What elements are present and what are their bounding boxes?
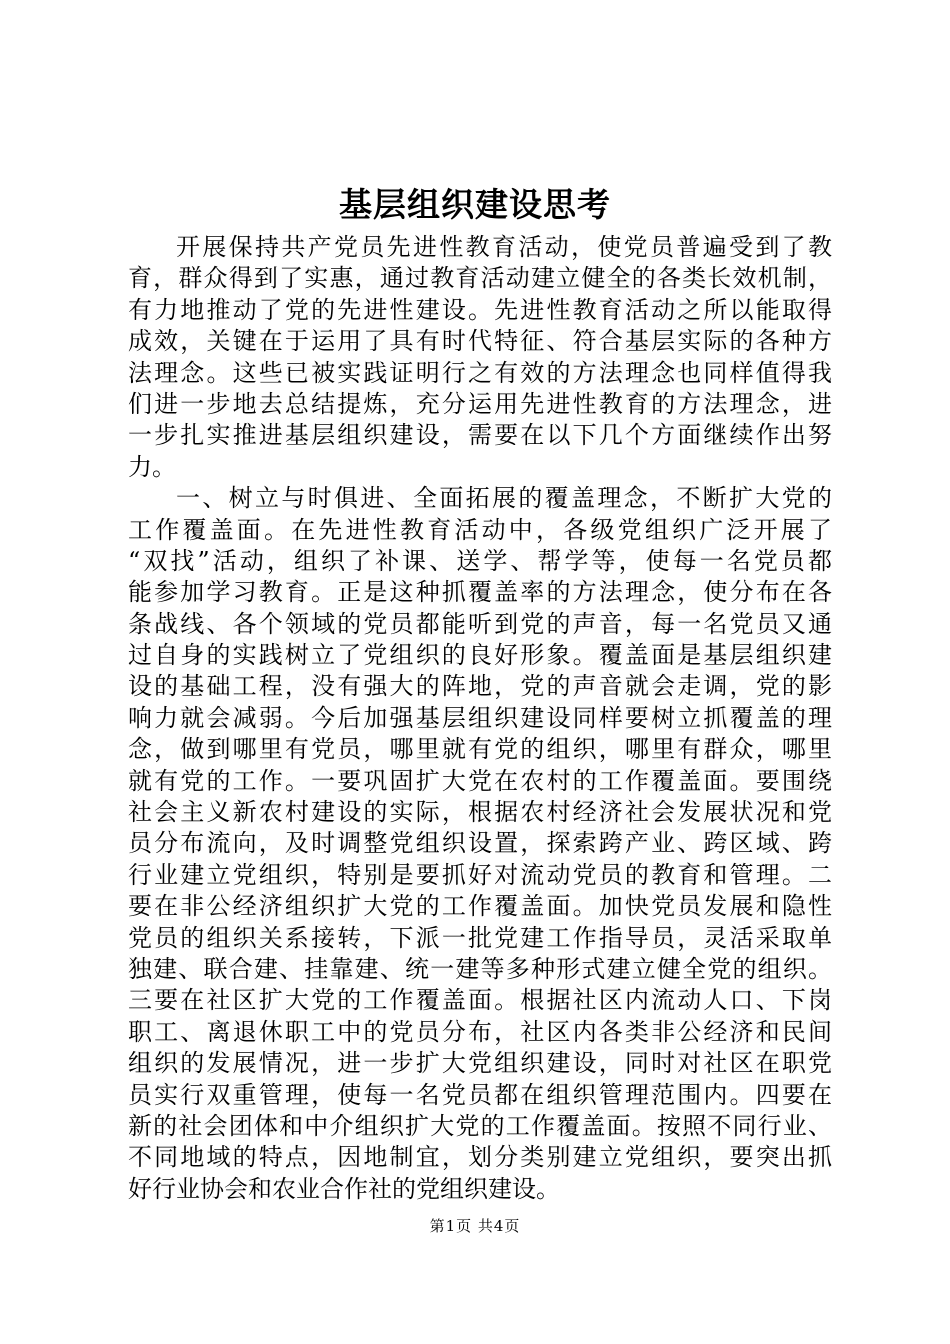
page-indicator: 第1页 共4页 — [429, 1217, 521, 1235]
paragraph-line: 们进一步地去总结提炼，充分运用先进性教育的方法理念，进 — [128, 389, 832, 418]
paragraph-line: 行业建立党组织，特别是要抓好对流动党员的教育和管理。二 — [128, 860, 832, 889]
paragraph-line: 好行业协会和农业合作社的党组织建设。 — [128, 1174, 560, 1203]
paragraph — [128, 232, 832, 483]
paragraph-line: 三要在社区扩大党的工作覆盖面。根据社区内流动人口、下岗 — [128, 986, 832, 1015]
paragraph-line: 条战线、各个领域的党员都能听到党的声音，每一名党员又通 — [128, 609, 832, 638]
paragraph-line: 不同地域的特点，因地制宜，划分类别建立党组织，要突出抓 — [128, 1143, 832, 1172]
paragraph-line: 组织的发展情况，进一步扩大党组织建设，同时对社区在职党 — [128, 1049, 832, 1078]
document-body — [128, 232, 832, 1205]
paragraph-line: “双找”活动，组织了补课、送学、帮学等，使每一名党员都 — [128, 546, 832, 575]
paragraph-line: 要在非公经济组织扩大党的工作覆盖面。加快党员发展和隐性 — [128, 892, 832, 921]
paragraph-line: 工作覆盖面。在先进性教育活动中，各级党组织广泛开展了 — [128, 515, 832, 544]
paragraph-line: 响力就会减弱。今后加强基层组织建设同样要树立抓覆盖的理 — [128, 703, 832, 732]
paragraph-line: 一步扎实推进基层组织建设，需要在以下几个方面继续作出努 — [128, 421, 832, 450]
paragraph-line: 就有党的工作。一要巩固扩大党在农村的工作覆盖面。要围绕 — [128, 766, 832, 795]
paragraph-line: 育，群众得到了实惠，通过教育活动建立健全的各类长效机制， — [128, 264, 832, 293]
paragraph-line: 法理念。这些已被实践证明行之有效的方法理念也同样值得我 — [128, 358, 832, 387]
paragraph-line: 社会主义新农村建设的实际，根据农村经济社会发展状况和党 — [128, 798, 832, 827]
paragraph-line: 新的社会团体和中介组织扩大党的工作覆盖面。按照不同行业、 — [128, 1111, 832, 1140]
paragraph-line: 一、树立与时俱进、全面拓展的覆盖理念，不断扩大党的 — [176, 484, 832, 513]
paragraph-line: 成效，关键在于运用了具有时代特征、符合基层实际的各种方 — [128, 327, 832, 356]
paragraph-line: 开展保持共产党员先进性教育活动，使党员普遍受到了教 — [176, 233, 832, 261]
paragraph-line: 力。 — [128, 452, 176, 481]
paragraph-line: 党员的组织关系接转，下派一批党建工作指导员，灵活采取单 — [128, 923, 832, 952]
paragraph-line: 独建、联合建、挂靠建、统一建等多种形式建立健全党的组织。 — [128, 954, 832, 983]
paragraph-line: 员实行双重管理，使每一名党员都在组织管理范围内。四要在 — [128, 1080, 832, 1109]
paragraph-line: 员分布流向，及时调整党组织设置，探索跨产业、跨区域、跨 — [128, 829, 832, 858]
paragraph-line: 能参加学习教育。正是这种抓覆盖率的方法理念，使分布在各 — [128, 578, 832, 607]
paragraph-line: 职工、离退休职工中的党员分布，社区内各类非公经济和民间 — [128, 1017, 832, 1046]
document-title: 基层组织建设思考 — [339, 185, 611, 224]
paragraph-line: 过自身的实践树立了党组织的良好形象。覆盖面是基层组织建 — [128, 641, 832, 670]
paragraph — [128, 483, 832, 1205]
paragraph-line: 设的基础工程，没有强大的阵地，党的声音就会走调，党的影 — [128, 672, 832, 701]
paragraph-line: 念，做到哪里有党员，哪里就有党的组织，哪里有群众，哪里 — [128, 735, 832, 764]
paragraph-line: 有力地推动了党的先进性建设。先进性教育活动之所以能取得 — [128, 295, 832, 324]
